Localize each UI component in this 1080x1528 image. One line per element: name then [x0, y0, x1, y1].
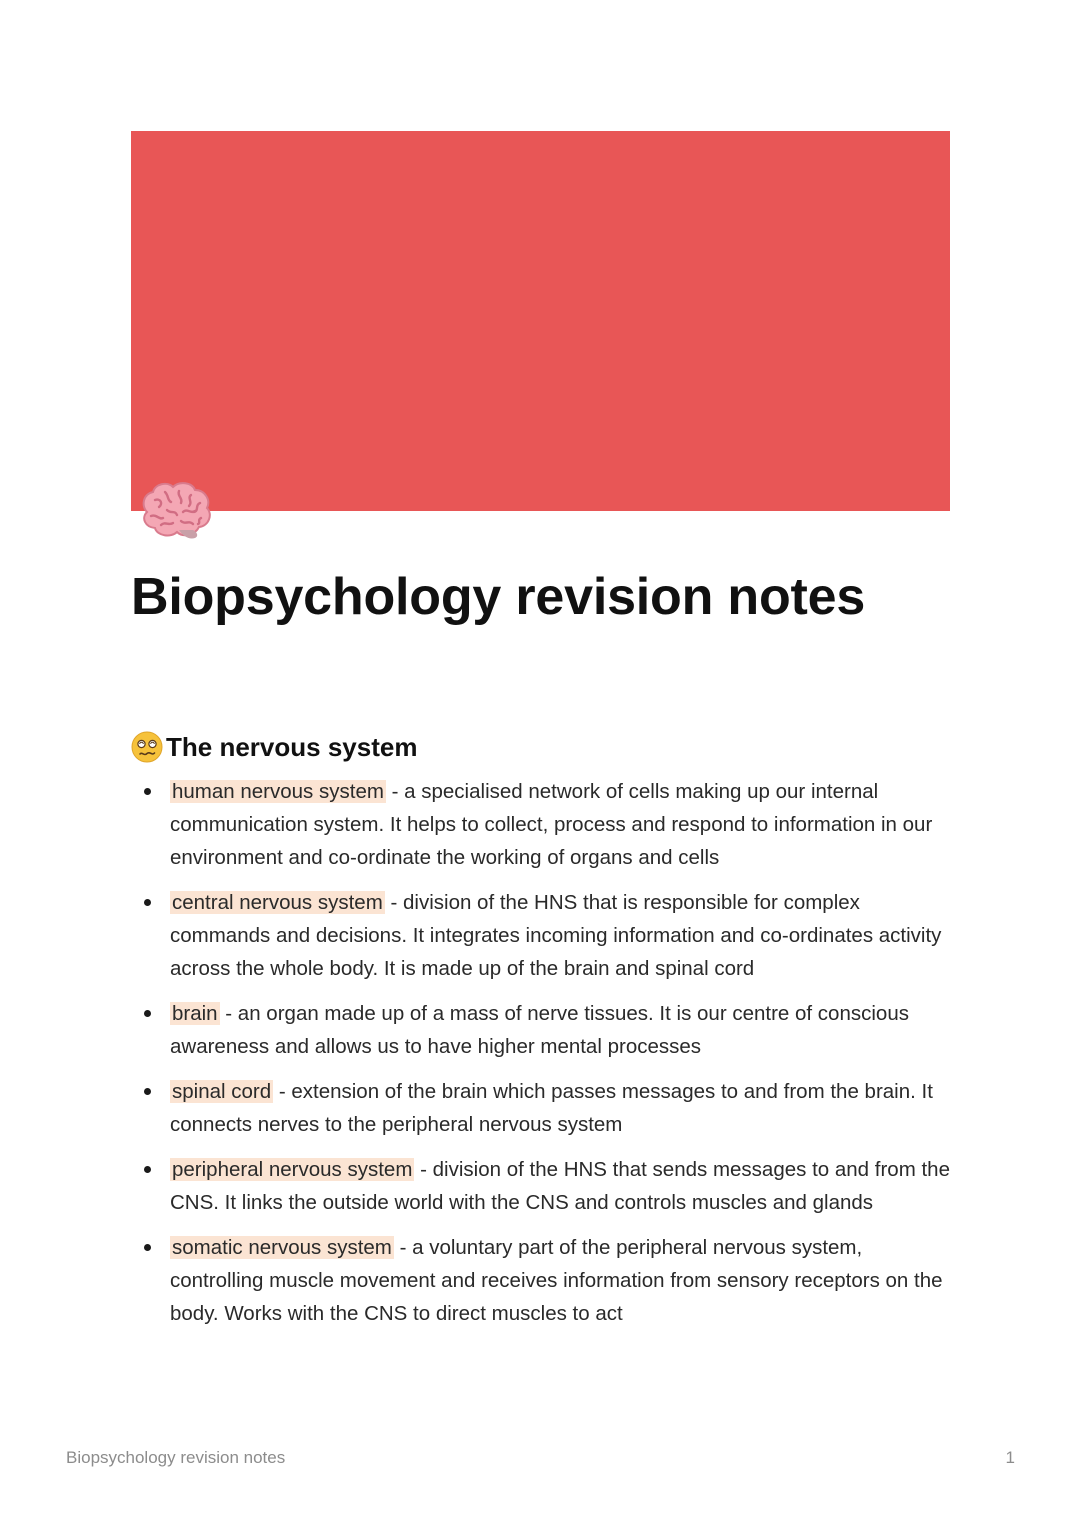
footer-title: Biopsychology revision notes: [66, 1448, 286, 1467]
list-item: [131, 1231, 956, 1330]
term-definition: - an organ made up of a mass of nerve tissues. It is our centre of conscious awareness and allows us to have higher mental processes: [170, 1002, 909, 1058]
page-title: Biopsychology revision notes: [131, 568, 866, 626]
term-highlight: spinal cord: [172, 1080, 272, 1103]
term-definition: - division of the HNS that sends messages to and from the CNS. It links the outside world with the CNS and controls muscles and glands: [170, 1158, 950, 1214]
list-item: [131, 1075, 956, 1141]
list-item: [131, 775, 956, 874]
section-heading-text: The nervous system: [166, 731, 418, 762]
page-number: 1: [1005, 1448, 1015, 1467]
term-highlight: brain: [172, 1002, 218, 1025]
list-item: [131, 886, 956, 985]
term-highlight: somatic nervous system: [172, 1236, 392, 1259]
list-item: [131, 1153, 956, 1219]
cover-banner: [131, 131, 950, 511]
section-heading: [131, 730, 417, 764]
term-definition: - division of the HNS that is responsible for complex commands and decisions. It integrates incoming information and co-ordinates activity across the whole body. It is made up of the brain and spinal cord: [170, 891, 942, 980]
bullet: [144, 788, 151, 795]
term-list: [131, 775, 956, 1342]
bullet: [144, 1166, 151, 1173]
term-definition: - a specialised network of cells making up our internal communication system. It helps to collect, process and respond to information in our environment and co-ordinate the working of organs and cells: [170, 780, 933, 869]
woozy-face-icon: [131, 731, 163, 763]
term-highlight: central nervous system: [172, 891, 383, 914]
bullet: [144, 1244, 151, 1251]
bullet: [144, 899, 151, 906]
term-highlight: peripheral nervous system: [172, 1158, 413, 1181]
brain-icon: [137, 478, 215, 542]
bullet: [144, 1010, 151, 1017]
bullet: [144, 1088, 151, 1095]
term-highlight: human nervous system: [172, 780, 384, 803]
list-item: [131, 997, 956, 1063]
term-definition: - extension of the brain which passes messages to and from the brain. It connects nerves to the peripheral nervous system: [170, 1080, 933, 1136]
term-definition: - a voluntary part of the peripheral nervous system, controlling muscle movement and receives information from sensory receptors on the body. Works with the CNS to direct muscles to act: [170, 1236, 943, 1325]
